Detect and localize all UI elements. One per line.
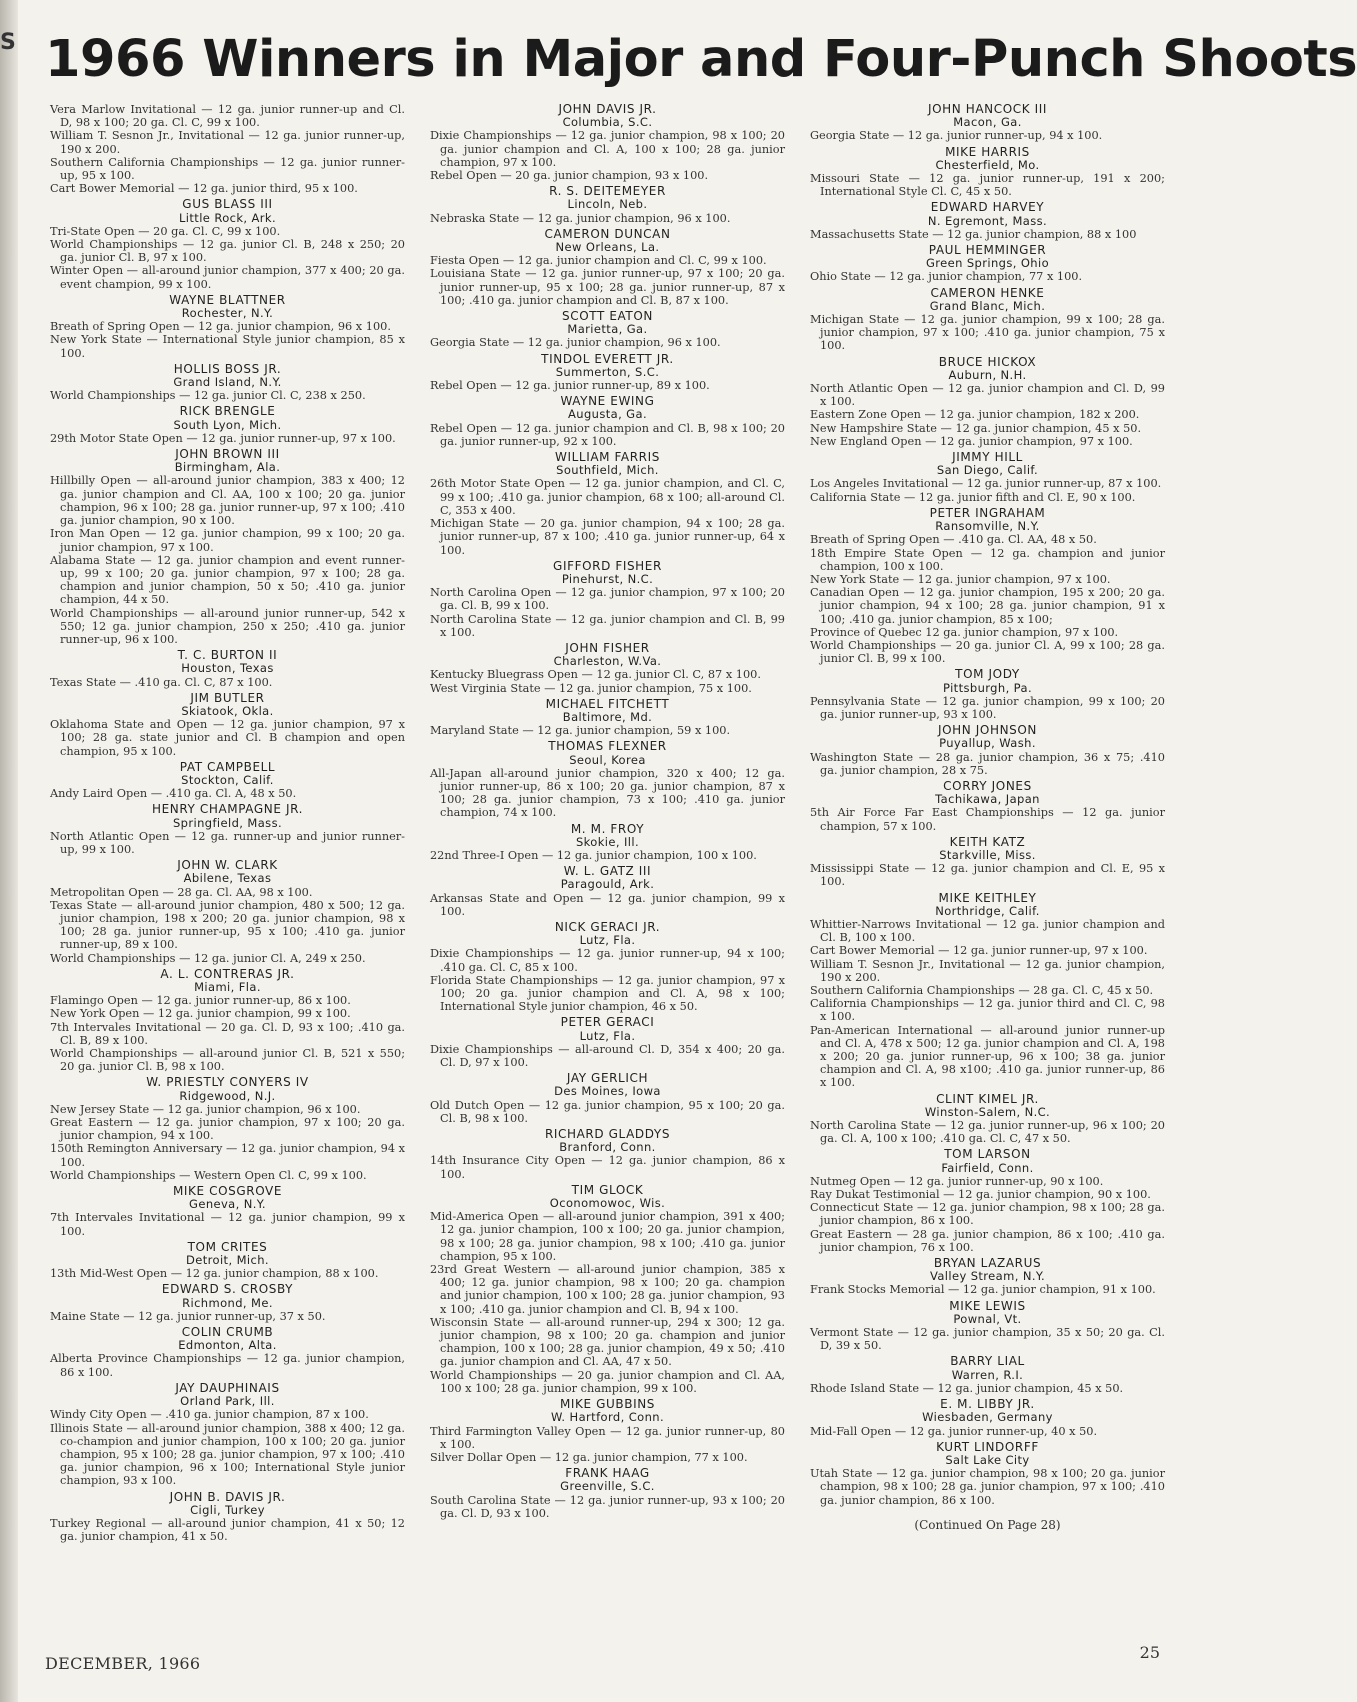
winner-name: TOM JODY [955,667,1020,682]
winner-location: Ransomville, N.Y. [935,519,1040,534]
winner-name: PETER GERACI [560,1015,655,1030]
page-binding-shadow [0,0,18,1702]
shoot-result: 22nd Three-I Open — 12 ga. junior champion, 100 x 100. [430,848,757,862]
shoot-result: 18th Empire State Open — 12 ga. champion and junior champion, 100 x 100. [810,546,1165,573]
shoot-result: 5th Air Force Far East Championships — 12 ga. junior champion, 57 x 100. [810,806,1165,833]
shoot-result: Rhode Island State — 12 ga. junior champion, 45 x 50. [810,1381,1124,1395]
winner-name: CAMERON HENKE [930,285,1045,300]
shoot-result: Dixie Championships — 12 ga. junior runner-up, 94 x 100; .410 ga. Cl. C, 85 x 100. [430,947,785,974]
shoot-result: Great Eastern — 12 ga. junior champion, 97 x 100; 20 ga. junior champion, 94 x 100. [50,1116,405,1143]
shoot-result: Pan-American International — all-around junior runner-up and Cl. A, 478 x 500; 12 ga. junior champion and Cl. A, 198 x 200; 20 ga. junior runner-up, 96 x 100; 38 ga. junior champion and Cl. A, 98 x100; .410 ga. junior runner-up, 86 x 100. [810,1023,1165,1090]
shoot-result: Metropolitan Open — 28 ga. Cl. AA, 98 x 100. [50,885,313,899]
page-number: 25 [1139,1643,1160,1662]
winner-entry [430,1016,785,1069]
shoot-result: Canadian Open — 12 ga. junior champion, 195 x 200; 20 ga. junior champion, 94 x 100; 28 ga. junior champion, 91 x 100; .410 ga. junior champion, 85 x 100; [810,586,1165,626]
shoot-result: Mid-Fall Open — 12 ga. junior runner-up, 40 x 50. [810,1424,1098,1438]
winner-location: Lutz, Fla. [579,1028,636,1043]
winner-location: Lincoln, Neb. [567,197,648,212]
winner-location: Green Springs, Ohio [925,256,1050,271]
winner-location: Wiesbaden, Germany [922,1410,1053,1425]
shoot-result: Frank Stocks Memorial — 12 ga. junior champion, 91 x 100. [810,1283,1156,1297]
winner-name: JAY DAUPHINAIS [175,1380,280,1395]
shoot-result: Rebel Open — 12 ga. junior runner-up, 89 x 100. [430,379,710,393]
winner-entry [810,1300,1165,1353]
winner-name: BARRY LIAL [950,1354,1025,1369]
winner-entry [810,892,1165,1090]
winner-entry [430,451,785,557]
shoot-result: Michigan State — 20 ga. junior champion, 94 x 100; 28 ga. junior runner-up, 87 x 100; .410 ga. junior runner-up, 64 x 100. [430,517,785,557]
winner-location: Detroit, Mich. [186,1253,269,1268]
winner-location: Starkville, Miss. [939,847,1036,862]
winner-entry [430,103,785,182]
winner-location: Skokie, Ill. [575,834,640,849]
winner-entry [430,310,785,350]
winner-name: MIKE HARRIS [945,144,1030,159]
winner-location: Oconomowoc, Wis. [549,1196,666,1211]
shoot-result: Rebel Open — 12 ga. junior champion and Cl. B, 98 x 100; 20 ga. junior runner-up, 92 x 100. [430,421,785,448]
winner-location: Baltimore, Md. [562,709,653,724]
winner-name: JAY GERLICH [566,1071,649,1086]
winner-location: Columbia, S.C. [562,115,653,130]
winner-name: E. M. LIBBY JR. [940,1397,1035,1412]
winner-location: Stockton, Calif. [181,772,274,787]
shoot-result: California Championships — 12 ga. junior third and Cl. C, 98 x 100. [810,997,1165,1024]
winner-entry [430,1128,785,1181]
shoot-result: Nebraska State — 12 ga. junior champion, 96 x 100. [430,211,731,225]
shoot-result: North Carolina State — 12 ga. junior runner-up, 96 x 100; 20 ga. Cl. A, 100 x 100; .410 ga. Cl. C, 47 x 50. [810,1119,1165,1146]
shoot-result: Andy Laird Open — .410 ga. Cl. A, 48 x 50. [50,787,297,801]
winner-name: COLIN CRUMB [181,1325,274,1340]
shoot-result: 7th Intervales Invitational — 12 ga. junior champion, 99 x 100. [50,1211,405,1238]
winner-location: Miami, Fla. [194,980,261,994]
winner-entry [810,1441,1165,1507]
winner-location: Southfield, Mich. [556,463,659,478]
winner-entry [430,865,785,918]
winner-name: W. L. GATZ III [563,864,652,879]
winner-location: Birmingham, Ala. [174,460,281,475]
issue-date-footer: DECEMBER, 1966 [45,1654,201,1673]
winner-name: WAYNE EWING [560,394,655,409]
shoot-result: William T. Sesnon Jr., Invitational — 12 ga. junior runner-up, 190 x 200. [50,129,405,156]
winner-entry [50,761,405,801]
winner-name: HOLLIS BOSS JR. [173,361,282,376]
winner-entry [810,451,1165,504]
winner-entry [50,294,405,360]
winner-entry [50,649,405,689]
shoot-result: 26th Motor State Open — 12 ga. junior champion, and Cl. C, 99 x 100; .410 ga. junior champion, 68 x 100; all-around Cl. C, 353 x 400. [430,477,785,517]
winner-location: Ridgewood, N.J. [179,1088,276,1103]
winner-entry [430,395,785,448]
winner-name: PAT CAMPBELL [179,759,276,774]
shoot-result: New England Open — 12 ga. junior champion, 97 x 100. [810,434,1133,448]
winner-name: JOHN HANCOCK III [927,102,1048,116]
winner-entry [50,1491,405,1544]
winner-entry [430,1398,785,1464]
winner-name: PETER INGRAHAM [929,505,1046,520]
winner-name: GIFFORD FISHER [553,558,662,573]
winner-entry [810,103,1165,143]
shoot-result: Maine State — 12 ga. junior runner-up, 37 x 50. [50,1309,326,1323]
shoot-result: Breath of Spring Open — .410 ga. Cl. AA, 48 x 50. [810,533,1097,547]
winner-name: WILLIAM FARRIS [555,450,660,465]
winner-location: Orland Park, Ill. [180,1394,275,1409]
shoot-result: South Carolina State — 12 ga. junior runner-up, 93 x 100; 20 ga. Cl. D, 93 x 100. [430,1493,785,1520]
winner-location: Pownal, Vt. [953,1311,1022,1326]
shoot-result: All-Japan all-around junior champion, 320 x 400; 12 ga. junior runner-up, 86 x 100; 20 ga. junior champion, 87 x 100; 28 ga. junior champion, 73 x 100; .410 ga. junior champion, 74 x 100. [430,766,785,820]
winner-name: JOHN FISHER [565,640,650,655]
winner-location: South Lyon, Mich. [173,417,282,432]
winner-name: THOMAS FLEXNER [548,739,667,754]
winner-name: RICK BRENGLE [179,404,276,419]
winner-entry [50,1076,405,1182]
winner-location: Augusta, Ga. [567,407,648,422]
winner-entry [810,244,1165,284]
column-1 [50,103,405,1546]
winner-name: BRYAN LAZARUS [933,1256,1042,1271]
shoot-result: Breath of Spring Open — 12 ga. junior champion, 96 x 100. [50,320,391,334]
winner-name: TOM LARSON [944,1147,1031,1162]
shoot-result: Tri-State Open — 20 ga. Cl. C, 99 x 100. [50,224,281,238]
shoot-result: Alberta Province Championships — 12 ga. junior champion, 86 x 100. [50,1352,405,1379]
shoot-result: World Championships — 12 ga. junior Cl. A, 249 x 250. [50,951,366,965]
shoot-result: Fiesta Open — 12 ga. junior champion and Cl. C, 99 x 100. [430,254,767,268]
winner-entry [810,201,1165,241]
winner-location: Northridge, Calif. [935,903,1040,918]
shoot-result: World Championships — 20 ga. junior Cl. A, 99 x 100; 28 ga. junior Cl. B, 99 x 100. [810,638,1165,666]
winner-name: W. PRIESTLY CONYERS IV [146,1075,309,1090]
shoot-result: Vermont State — 12 ga. junior champion, 35 x 50; 20 ga. Cl. D, 39 x 50. [810,1326,1165,1353]
winner-name: TIM GLOCK [571,1182,644,1197]
shoot-result: Missouri State — 12 ga. junior runner-up, 191 x 200; International Style Cl. C, 45 x 50. [810,172,1165,199]
shoot-result: Eastern Zone Open — 12 ga. junior champion, 182 x 200. [810,408,1140,422]
shoot-result: Massachusetts State — 12 ga. junior champion, 88 x 100 [810,227,1137,241]
winner-entry [50,859,405,965]
shoot-result: Connecticut State — 12 ga. junior champion, 98 x 100; 28 ga. junior champion, 86 x 100. [810,1201,1165,1228]
shoot-result: New York Open — 12 ga. junior champion, 99 x 100. [50,1007,351,1021]
winner-name: JOHN B. DAVIS JR. [169,1489,286,1504]
shoot-result: Whittier-Narrows Invitational — 12 ga. junior champion and Cl. B, 100 x 100. [810,917,1165,945]
shoot-result: North Carolina State — 12 ga. junior champion and Cl. B, 99 x 100. [430,612,785,639]
shoot-result: Pennsylvania State — 12 ga. junior champion, 99 x 100; 20 ga. junior runner-up, 93 x 100. [810,694,1165,721]
winner-location: W. Hartford, Conn. [550,1410,664,1425]
winner-name: JOHN JOHNSON [937,723,1038,738]
winner-entry [810,1093,1165,1146]
winner-location: Valley Stream, N.Y. [929,1269,1046,1284]
shoot-result: William T. Sesnon Jr., Invitational — 12 ga. junior champion, 190 x 200. [810,957,1165,984]
winner-name: FRANK HAAG [565,1466,650,1481]
winner-location: New Orleans, La. [555,240,660,255]
winner-entry [810,356,1165,448]
winner-location: Pinehurst, N.C. [561,571,654,586]
winner-entry [50,1185,405,1238]
shoot-result: Wisconsin State — all-around runner-up, 294 x 300; 12 ga. junior champion, 98 x 100; 20 ga. champion and junior champion, 100 x 100; 28 ga. junior champion, 49 x 50; .410 ga. junior champion and Cl. AA, 47 x 50. [430,1315,785,1369]
winner-location: Little Rock, Ark. [178,210,277,225]
winner-location: Warren, R.I. [951,1367,1024,1382]
winner-name: WAYNE BLATTNER [169,292,286,307]
winner-entry [430,921,785,1013]
shoot-result: Kentucky Bluegrass Open — 12 ga. junior Cl. C, 87 x 100. [430,668,761,682]
winner-entry [810,1355,1165,1395]
winner-entry [50,1283,405,1323]
shoot-result: 13th Mid-West Open — 12 ga. junior champion, 88 x 100. [50,1267,379,1281]
winner-name: JIM BUTLER [190,690,265,705]
shoot-result: Florida State Championships — 12 ga. junior champion, 97 x 100; 20 ga. junior champion and Cl. A, 98 x 100; International Style junior champion, 46 x 50. [430,973,785,1014]
shoot-result: New York State — 12 ga. junior champion, 97 x 100. [810,572,1111,586]
winner-entry [430,1072,785,1125]
winner-name: TOM CRITES [187,1239,268,1254]
column-3 [810,103,1165,1532]
winner-name: HENRY CHAMPAGNE JR. [151,802,304,817]
shoot-result: Alabama State — 12 ga. junior champion and event runner-up, 99 x 100; 20 ga. junior champion, 97 x 100; 28 ga. champion and junior champion, 50 x 50; .410 ga. junior champion, 44 x 50. [50,553,405,607]
winner-location: Houston, Texas [181,661,274,676]
shoot-result: Ray Dukat Testimonial — 12 ga. junior champion, 90 x 100. [810,1188,1151,1202]
winner-name: CAMERON DUNCAN [544,226,671,241]
winner-name: EDWARD S. CROSBY [161,1282,294,1297]
winner-entry [810,1148,1165,1254]
shoot-result: Southern California Championships — 28 ga. Cl. C, 45 x 50. [810,984,1154,997]
shoot-result: Silver Dollar Open — 12 ga. junior champion, 77 x 100. [430,1450,748,1464]
shoot-result: 14th Insurance City Open — 12 ga. junior champion, 86 x 100. [430,1154,785,1181]
winner-entry [430,185,785,225]
margin-mark: S [0,30,16,55]
shoot-result: 150th Remington Anniversary — 12 ga. junior champion, 94 x 100. [50,1142,405,1169]
shoot-result: Hillbilly Open — all-around junior champion, 383 x 400; 12 ga. junior champion and Cl. AA, 100 x 100; 20 ga. junior champion, 96 x 100; 28 ga. junior runner-up, 97 x 100; .410 ga. junior champion, 90 x 100. [50,474,405,528]
winner-entry [430,353,785,393]
shoot-result: Georgia State — 12 ga. junior champion, 96 x 100. [430,336,721,350]
winner-entry [810,1398,1165,1438]
shoot-result: North Atlantic Open — 12 ga. runner-up and junior runner-up, 99 x 100. [50,829,405,856]
shoot-result: Texas State — all-around junior champion, 480 x 500; 12 ga. junior champion, 198 x 200; 20 ga. junior champion, 98 x 100; 28 ga. junior runner-up, 95 x 100; .410 ga. junior runner-up, 89 x 100. [50,898,405,952]
winner-location: Geneva, N.Y. [189,1197,266,1212]
winner-location: Skiatook, Okla. [181,703,274,718]
shoot-result: World Championships — all-around junior runner-up, 542 x 550; 12 ga. junior champion, 250 x 250; .410 ga. junior runner-up, 96 x 100. [50,606,405,646]
winner-name: NICK GERACI JR. [554,919,661,934]
winner-entry [50,363,405,403]
shoot-result: Winter Open — all-around junior champion, 377 x 400; 20 ga. event champion, 99 x 100. [50,264,405,291]
winner-location: Summerton, S.C. [555,364,660,379]
winner-location: Marietta, Ga. [567,322,648,337]
shoot-result: California State — 12 ga. junior fifth and Cl. E, 90 x 100. [810,490,1136,504]
winner-name: JOHN W. CLARK [177,858,278,873]
winner-name: T. C. BURTON II [177,648,278,663]
winner-name: MICHAEL FITCHETT [545,696,670,711]
winner-name: JOHN BROWN III [175,447,280,462]
shoot-result: Cart Bower Memorial — 12 ga. junior runner-up, 97 x 100. [810,944,1148,958]
shoot-result: West Virginia State — 12 ga. junior champion, 75 x 100. [430,681,752,695]
winner-entry [50,1382,405,1488]
shoot-result: Nutmeg Open — 12 ga. junior runner-up, 90 x 100. [810,1174,1104,1188]
shoot-result: Old Dutch Open — 12 ga. junior champion, 95 x 100; 20 ga. Cl. B, 98 x 100. [430,1098,785,1125]
winner-location: Winston-Salem, N.C. [924,1104,1051,1119]
winner-entry [50,968,405,1074]
winner-name: MIKE LEWIS [949,1298,1026,1313]
winner-name: KEITH KATZ [949,834,1026,849]
shoot-result: World Championships — 12 ga. junior Cl. B, 248 x 250; 20 ga. junior Cl. B, 97 x 100. [50,238,405,265]
shoot-result: World Championships — all-around junior Cl. B, 521 x 550; 20 ga. junior Cl. B, 98 x 100. [50,1047,405,1074]
shoot-result: Mid-America Open — all-around junior champion, 391 x 400; 12 ga. junior champion, 100 x 100; 20 ga. junior champion, 98 x 100; 28 ga. junior champion, 98 x 100; .410 ga. junior champion, 95 x 100. [430,1210,785,1263]
shoot-result: Los Angeles Invitational — 12 ga. junior runner-up, 87 x 100. [810,477,1162,491]
winner-name: JOHN DAVIS JR. [558,102,657,116]
winner-entry [430,740,785,819]
winner-name: BRUCE HICKOX [938,354,1037,369]
winner-name: SCOTT EATON [562,309,653,324]
winner-name: RICHARD GLADDYS [544,1127,671,1142]
winner-name: CLINT KIMEL JR. [936,1091,1039,1106]
winner-entry [810,724,1165,777]
winner-name: GUS BLASS III [182,197,273,212]
shoot-result: Michigan State — 12 ga. junior champion, 99 x 100; 28 ga. junior champion, 97 x 100; .410 ga. junior champion, 75 x 100. [810,313,1165,353]
winner-entry [810,287,1165,353]
shoot-result: Turkey Regional — all-around junior champion, 41 x 50; 12 ga. junior champion, 41 x 50. [50,1516,405,1544]
shoot-result: World Championships — 20 ga. junior champion and Cl. AA, 100 x 100; 28 ga. junior champion, 99 x 100. [430,1368,785,1395]
shoot-result: Texas State — .410 ga. Cl. C, 87 x 100. [50,675,273,689]
winner-entry [430,698,785,738]
shoot-result: New York State — International Style junior champion, 85 x 100. [50,333,405,360]
winner-entry [50,405,405,445]
winner-name: MIKE GUBBINS [559,1397,656,1412]
winner-entry [50,1241,405,1281]
shoot-result: Arkansas State and Open — 12 ga. junior champion, 99 x 100. [430,891,785,918]
winner-location: Pittsburgh, Pa. [942,680,1033,695]
winner-entry [430,560,785,639]
shoot-result: Oklahoma State and Open — 12 ga. junior champion, 97 x 100; 28 ga. state junior and Cl. B champion and open champion, 95 x 100. [50,718,405,758]
shoot-result: Iron Man Open — 12 ga. junior champion, 99 x 100; 20 ga. junior champion, 97 x 100. [50,527,405,554]
shoot-result: Dixie Championships — 12 ga. junior champion, 98 x 100; 20 ga. junior champion and Cl. A, 100 x 100; 28 ga. junior champion, 97 x 100. [430,129,785,169]
winner-name: MIKE KEITHLEY [938,890,1037,905]
winner-location: Lutz, Fla. [579,933,636,948]
winner-name: JIMMY HILL [952,450,1023,465]
column-2 [430,103,785,1523]
winner-location: Grand Island, N.Y. [173,375,282,390]
shoot-result: Great Eastern — 28 ga. junior champion, 86 x 100; .410 ga. junior champion, 76 x 100. [810,1227,1165,1254]
shoot-result: North Carolina Open — 12 ga. junior champion, 97 x 100; 20 ga. Cl. B, 99 x 100. [430,586,785,613]
shoot-result: Maryland State — 12 ga. junior champion, 59 x 100. [430,724,731,738]
winner-location: Auburn, N.H. [948,367,1027,382]
winner-entry [50,692,405,758]
winner-name: EDWARD HARVEY [930,200,1045,215]
winner-location: Salt Lake City [945,1452,1030,1467]
winner-entry [430,228,785,307]
winner-location: Richmond, Me. [182,1295,273,1310]
winner-location: Seoul, Korea [569,752,646,767]
shoot-result: World Championships — Western Open Cl. C, 99 x 100. [50,1168,367,1182]
winner-location: Rochester, N.Y. [181,306,274,321]
winner-location: Edmonton, Alta. [178,1338,277,1353]
shoot-result: New Hampshire State — 12 ga. junior champion, 45 x 50. [810,421,1142,435]
winner-location: Springfield, Mass. [172,815,283,830]
winner-name: CORRY JONES [943,778,1032,793]
winner-name: R. S. DEITEMEYER [549,184,666,199]
winner-location: Chesterfield, Mo. [935,157,1040,172]
winner-location: Greenville, S.C. [560,1479,655,1494]
shoot-result: Illinois State — all-around junior champion, 388 x 400; 12 ga. co-champion and junior champion, 100 x 100; 20 ga. junior champion, 95 x 100; 28 ga. junior champion, 97 x 100; .410 ga. junior champion, 96 x 100; International Style junior champion, 93 x 100. [50,1421,405,1488]
winner-entry [50,198,405,290]
winner-entry [50,103,405,195]
shoot-result: Province of Quebec 12 ga. junior champion, 97 x 100. [810,625,1119,639]
winner-entry [810,146,1165,199]
shoot-result: North Atlantic Open — 12 ga. junior champion and Cl. D, 99 x 100. [810,382,1165,409]
winner-location: Des Moines, Iowa [554,1084,661,1099]
winner-entry [810,507,1165,665]
winner-entry [430,1184,785,1395]
shoot-result: 29th Motor State Open — 12 ga. junior runner-up, 97 x 100. [50,431,396,445]
shoot-result: 23rd Great Western — all-around junior champion, 385 x 400; 12 ga. junior champion, 98 x 100; 20 ga. champion and junior champion, 100 x 100; 28 ga. junior champion, 93 x 100; .410 ga. junior champion and Cl. B, 94 x 100. [430,1263,785,1316]
winner-entry [810,668,1165,721]
shoot-result: Louisiana State — 12 ga. junior runner-up, 97 x 100; 20 ga. junior runner-up, 95 x 100; 28 ga. junior runner-up, 87 x 100; .410 ga. junior champion and Cl. B, 87 x 100. [430,267,785,307]
winner-name: MIKE COSGROVE [172,1184,283,1199]
shoot-result: Washington State — 28 ga. junior champion, 36 x 75; .410 ga. junior champion, 28 x 75. [810,750,1165,777]
winner-entry [810,780,1165,833]
shoot-result: Third Farmington Valley Open — 12 ga. junior runner-up, 80 x 100. [430,1424,785,1451]
shoot-result: 7th Intervales Invitational — 20 ga. Cl. D, 93 x 100; .410 ga. Cl. B, 89 x 100. [50,1020,405,1047]
winner-entry [430,823,785,863]
winner-name: M. M. FROY [570,821,645,836]
page-title: 1966 Winners in Major and Four-Punch Shoots [45,30,1357,89]
shoot-result: World Championships — 12 ga. junior Cl. C, 238 x 250. [50,389,366,403]
winner-entry [810,1257,1165,1297]
shoot-result: Mississippi State — 12 ga. junior champion and Cl. E, 95 x 100. [810,862,1165,889]
winner-entry [430,1467,785,1520]
winner-location: Cigli, Turkey [190,1502,265,1517]
winner-location: Fairfield, Conn. [941,1160,1034,1175]
winner-location: San Diego, Calif. [936,463,1039,478]
shoot-result: Ohio State — 12 ga. junior champion, 77 x 100. [810,270,1083,284]
winner-location: Macon, Ga. [953,115,1022,130]
winner-location: Paragould, Ark. [560,877,655,892]
winner-name: TINDOL EVERETT JR. [541,351,674,366]
winner-name: A. L. CONTRERAS JR. [160,966,295,981]
shoot-result: Vera Marlow Invitational — 12 ga. junior runner-up and Cl. D, 98 x 100; 20 ga. Cl. C, 99 x 100. [50,103,405,130]
winner-entry [810,836,1165,889]
winner-entry [50,803,405,856]
shoot-result: Cart Bower Memorial — 12 ga. junior third, 95 x 100. [50,182,358,196]
winner-location: Tachikawa, Japan [935,792,1040,807]
continued-note: (Continued On Page 28) [914,1517,1061,1532]
shoot-result: Utah State — 12 ga. junior champion, 98 x 100; 20 ga. junior champion, 98 x 100; 28 ga. junior champion, 97 x 100; .410 ga. junior champion, 86 x 100. [810,1467,1165,1507]
shoot-result: Rebel Open — 20 ga. junior champion, 93 x 100. [430,169,709,183]
shoot-result: New Jersey State — 12 ga. junior champion, 96 x 100. [50,1102,361,1116]
shoot-result: Georgia State — 12 ga. junior runner-up, 94 x 100. [810,129,1103,143]
winner-location: Charleston, W.Va. [553,654,662,669]
shoot-result: Dixie Championships — all-around Cl. D, 354 x 400; 20 ga. Cl. D, 97 x 100. [430,1042,785,1070]
shoot-result: Flamingo Open — 12 ga. junior runner-up, 86 x 100. [50,994,351,1008]
shoot-result: Windy City Open — .410 ga. junior champion, 87 x 100. [50,1408,369,1422]
winner-entry [50,1326,405,1379]
shoot-result: Southern California Championships — 12 ga. junior runner-up, 95 x 100. [50,155,405,183]
winner-location: Puyallup, Wash. [939,736,1036,751]
winner-entry [50,448,405,646]
winner-location: Abilene, Texas [183,871,272,886]
winner-entry [430,642,785,695]
winner-name: KURT LINDORFF [936,1439,1039,1454]
winner-location: Branford, Conn. [559,1140,656,1155]
winner-location: N. Egremont, Mass. [927,213,1048,228]
winner-location: Grand Blanc, Mich. [929,298,1046,313]
winner-name: PAUL HEMMINGER [928,243,1047,258]
